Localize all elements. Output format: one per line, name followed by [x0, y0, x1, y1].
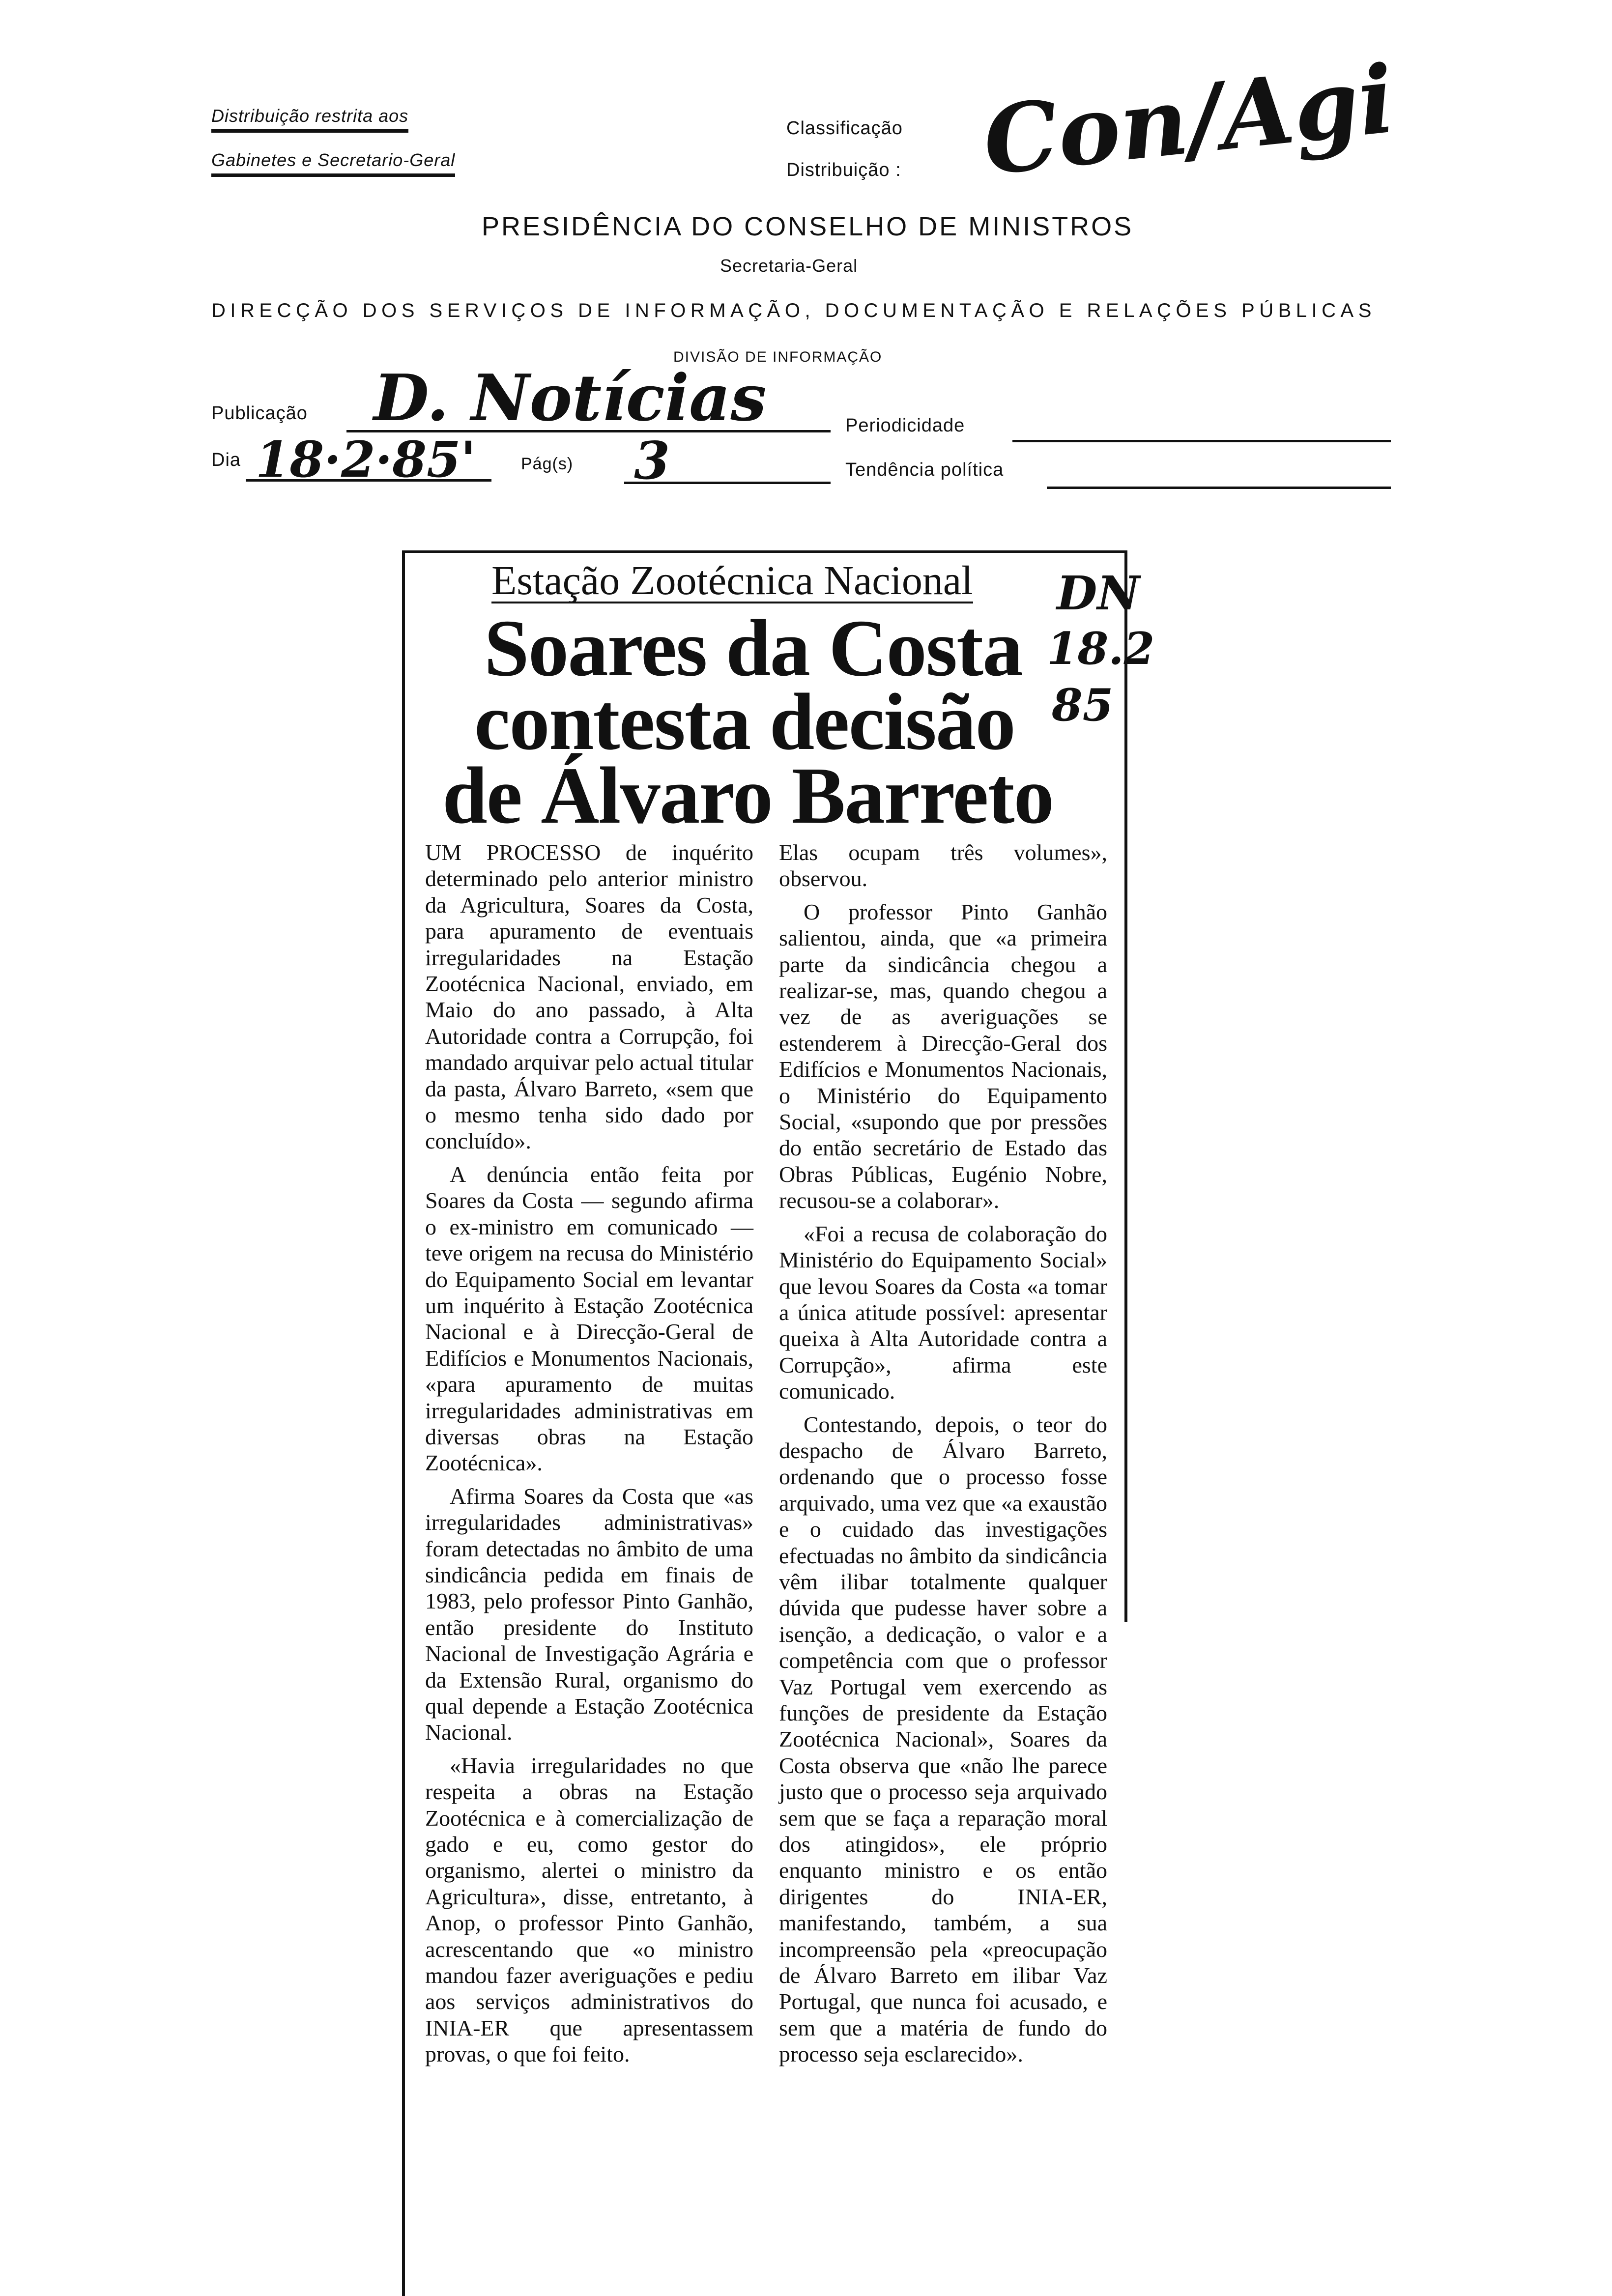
- paragraph: Afirma Soares da Costa que «as irregularidades administrativas» foram detectadas no âmbito de uma sindicância pedida em finais de 1983, pelo professor Pinto Ganhão, então presidente do Instituto Nacional de Investigação Agrária e da Extensão Rural, organismo do qual depende a Estação Zootécnica Nacional.: [425, 1483, 753, 1745]
- paragraph: O professor Pinto Ganhão salientou, ainda, que «a primeira parte da sindicância chegou a realizar-se, mas, quando chegou a vez de as averiguações se estenderem à Direcção-Geral dos Edifícios e Monumentos Nacionais, o Ministério do Equipamento Social, «supondo que por pressões do então secretário de Estado das Obras Públicas, Eugénio Nobre, recusou-se a colaborar».: [779, 899, 1107, 1213]
- headline-line-2: contesta decisão: [474, 677, 1015, 767]
- paragraph: Contestando, depois, o teor do despacho de Álvaro Barreto, ordenando que o processo fosse arquivado, uma vez que «a exaustão e o cuidado das investigações efectuadas no âmbito da sindicância vêm ilibar totalmente qualquer dúvida que pudesse haver sobre a isenção, a dedicação, o valor e a competência com que o professor Vaz Portugal vem exercendo as funções de presidente da Estação Zootécnica Nacional», Soares da Costa observa que «não lhe parece justo que o processo seja arquivado sem que se faça a reparação moral dos atingidos», ele próprio enquanto ministro e os então dirigentes do INIA-ER, manifestando, também, a sua incompreensão pela «preocupação de Álvaro Barreto em ilibar Vaz Portugal, que nunca foi acusado, e sem que a matéria de fundo do processo seja esclarecido».: [779, 1411, 1107, 2067]
- distribution-restricted-line1: Distribuição restrita aos: [211, 106, 408, 133]
- paragraph: «Foi a recusa de colaboração do Ministério do Equipamento Social» que levou Soares da Costa «a tomar a única atitude possível: apresentar queixa à Alta Autoridade contra a Corrupção», afirma este comunicado.: [779, 1221, 1107, 1404]
- classification-handwritten: Con/Agi: [978, 44, 1400, 197]
- day-label: Dia: [211, 450, 241, 470]
- clipping-left-border: [402, 550, 405, 2296]
- article-column-2: [779, 839, 1107, 2074]
- headline-line-1: Soares da Costa: [484, 603, 1022, 693]
- paragraph: «Havia irregularidades no que respeita a obras na Estação Zootécnica e à comercialização de gado e eu, como gestor do organismo, alertei o ministro da Agricultura», disse, entretanto, à Anop, o professor Pinto Ganhão, acrescentando que «o ministro mandou fazer averiguações e pediu aos serviços administrativos do INIA-ER que apresentassem provas, o que foi feito.: [425, 1752, 753, 2067]
- clipping-right-border: [1124, 550, 1127, 1622]
- distribution-label: Distribuição :: [786, 160, 901, 180]
- political-tendency-underline: [1047, 487, 1391, 489]
- periodicity-underline: [1012, 440, 1391, 442]
- paragraph: UM PROCESSO de inquérito determinado pelo anterior ministro da Agricultura, Soares da Costa, para apuramento de eventuais irregularidades na Estação Zootécnica Nacional, enviado, em Maio do ano passado, à Alta Autoridade contra a Corrupção, foi mandado arquivar pelo actual titular da pasta, Álvaro Barreto, «sem que o mesmo tenha sido dado por concluído».: [425, 840, 753, 1154]
- publication-value: D. Notícias: [374, 360, 767, 435]
- org-title: PRESIDÊNCIA DO CONSELHO DE MINISTROS: [482, 212, 1134, 241]
- paragraph: A denúncia então feita por Soares da Costa — segundo afirma o ex-ministro em comunicado — teve origem na recusa do Ministério do Equipamento Social em levantar um inquérito à Estação Zootécnica Nacional e à Direcção-Geral de Edifícios e Monumentos Nacionais, «para apuramento de muitas irregularidades administrativas em diversas obras na Estação Zootécnica».: [425, 1161, 753, 1476]
- article-kicker: Estação Zootécnica Nacional: [491, 558, 973, 603]
- classification-label: Classificação: [786, 118, 903, 139]
- pages-value: 3: [634, 430, 670, 491]
- directorate: DIRECÇÃO DOS SERVIÇOS DE INFORMAÇÃO, DOCUMENTAÇÃO E RELAÇÕES PÚBLICAS: [211, 300, 1376, 321]
- margin-note-date: 18.2: [1047, 623, 1155, 675]
- day-value: 18·2·85': [256, 430, 476, 488]
- clipping-top-border: [402, 550, 1127, 553]
- org-subtitle: Secretaria-Geral: [720, 256, 858, 276]
- headline-line-3: de Álvaro Barreto: [442, 750, 1053, 840]
- division: DIVISÃO DE INFORMAÇÃO: [673, 349, 883, 365]
- pages-label: Pág(s): [521, 455, 574, 473]
- paragraph: Elas ocupam três volumes», observou.: [779, 840, 1107, 891]
- political-tendency-label: Tendência política: [845, 459, 1004, 480]
- publication-label: Publicação: [211, 403, 308, 424]
- margin-note-source: DN: [1057, 566, 1140, 621]
- periodicity-label: Periodicidade: [845, 415, 965, 436]
- article-column-1: [425, 839, 753, 2074]
- margin-note-year: 85: [1052, 679, 1114, 731]
- distribution-restricted-line2: Gabinetes e Secretario-Geral: [211, 150, 455, 177]
